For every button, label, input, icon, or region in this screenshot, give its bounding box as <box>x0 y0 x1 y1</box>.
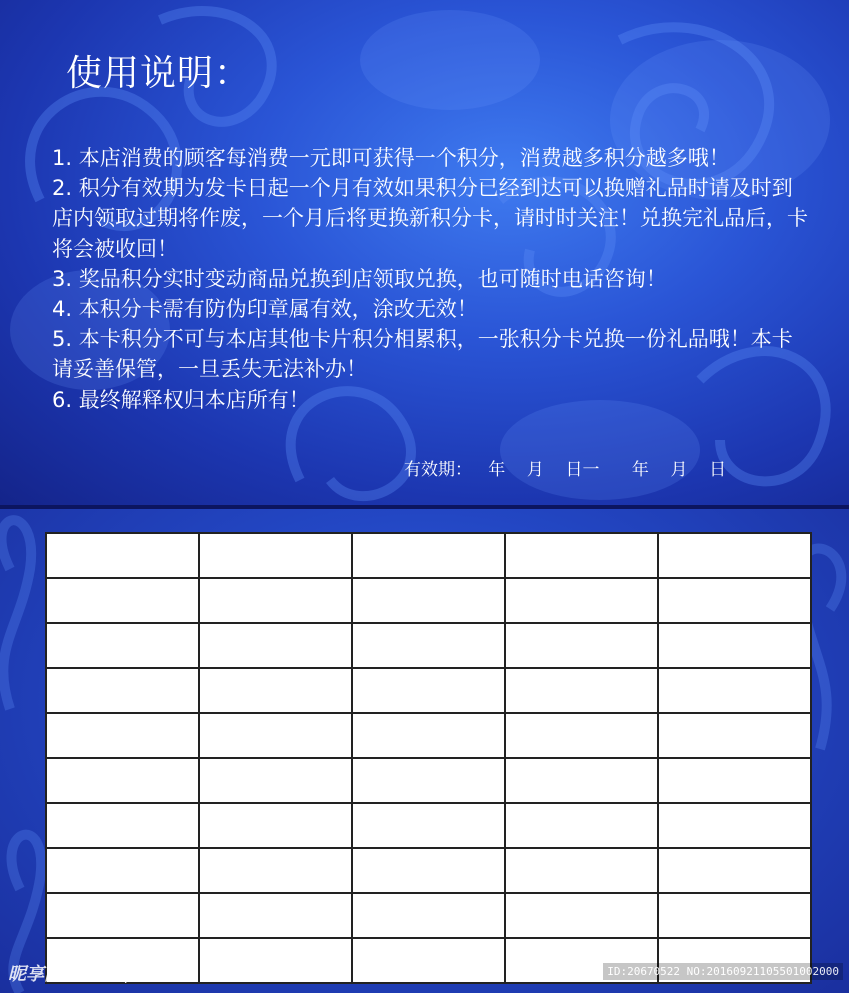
stamp-cell <box>46 758 199 803</box>
stamp-cell <box>199 848 352 893</box>
table-row <box>46 668 811 713</box>
watermark-logo <box>8 960 170 986</box>
rule-item: 6. 最终解释权归本店所有！ <box>52 387 310 412</box>
stamp-cell <box>199 893 352 938</box>
stamp-cell <box>46 533 199 578</box>
stamp-cell <box>505 803 658 848</box>
stamp-cell <box>46 713 199 758</box>
stamp-cell <box>46 623 199 668</box>
stamp-cell <box>658 533 811 578</box>
stamp-cell <box>658 803 811 848</box>
stamp-cell <box>352 713 505 758</box>
stamp-cell <box>199 758 352 803</box>
validity-period: 有效期： 年 月 日一 年 月 日 <box>404 460 727 480</box>
stamp-cell <box>658 713 811 758</box>
stamp-cell <box>658 578 811 623</box>
stamp-cell <box>46 803 199 848</box>
watermark-url: www.nipic.cn <box>68 966 170 984</box>
watermark-site: 昵享网 <box>8 964 62 985</box>
stamp-cell <box>352 803 505 848</box>
stamp-cell <box>46 893 199 938</box>
rule-item: 4. 本积分卡需有防伪印章属有效，涂改无效！ <box>52 297 478 322</box>
stamp-cell <box>505 848 658 893</box>
watermark-id: ID:20670522 NO:20160921105501002000 <box>603 963 843 980</box>
stamp-cell <box>658 848 811 893</box>
rule-item: 3. 奖品积分实时变动商品兑换到店领取兑换，也可随时电话咨询！ <box>52 266 667 291</box>
rule-item: 1. 本店消费的顾客每消费一元即可获得一个积分，消费越多积分越多哦！ <box>52 146 730 170</box>
stamp-cell <box>658 623 811 668</box>
stamp-cell <box>199 803 352 848</box>
stamp-cell <box>505 758 658 803</box>
stamp-cell <box>352 893 505 938</box>
stamp-cell <box>46 848 199 893</box>
stamp-cell <box>352 938 505 983</box>
table-row <box>46 623 811 668</box>
table-row <box>46 848 811 893</box>
stamp-cell <box>352 758 505 803</box>
stamp-cell <box>352 623 505 668</box>
stamp-cell <box>658 668 811 713</box>
stamp-cell <box>199 938 352 983</box>
stamp-cell <box>352 668 505 713</box>
stamp-cell <box>199 623 352 668</box>
rule-item: 2. 积分有效期为发卡日起一个月有效如果积分已经到达可以换赠礼品时请及时到店内领取过期将作废，一个月后将更换新积分卡，请时时关注！兑换完礼品后，卡将会被收回！ <box>52 176 808 261</box>
stamp-cell <box>199 533 352 578</box>
stamp-cell <box>658 758 811 803</box>
stamp-cell <box>352 848 505 893</box>
stamp-cell <box>352 578 505 623</box>
stamp-cell <box>199 713 352 758</box>
stamp-cell <box>505 578 658 623</box>
stamp-cell <box>505 713 658 758</box>
points-stamp-table <box>45 532 812 984</box>
stamp-cell <box>46 578 199 623</box>
stamp-cell <box>46 668 199 713</box>
table-row <box>46 713 811 758</box>
stamp-cell <box>199 668 352 713</box>
table-row <box>46 578 811 623</box>
stamp-cell <box>352 533 505 578</box>
rule-item: 5. 本卡积分不可与本店其他卡片积分相累积，一张积分卡兑换一份礼品哦！本卡请妥善保管，一旦丢失无法补办！ <box>52 327 793 382</box>
table-row <box>46 893 811 938</box>
rules-list <box>52 143 812 415</box>
stamp-cell <box>505 668 658 713</box>
table-row <box>46 533 811 578</box>
table-row <box>46 758 811 803</box>
page-title: 使用说明： <box>66 53 252 94</box>
stamp-cell <box>658 893 811 938</box>
stamp-cell <box>199 578 352 623</box>
stamp-cell <box>505 533 658 578</box>
stamp-cell <box>505 623 658 668</box>
stamp-cell <box>505 893 658 938</box>
table-row <box>46 803 811 848</box>
